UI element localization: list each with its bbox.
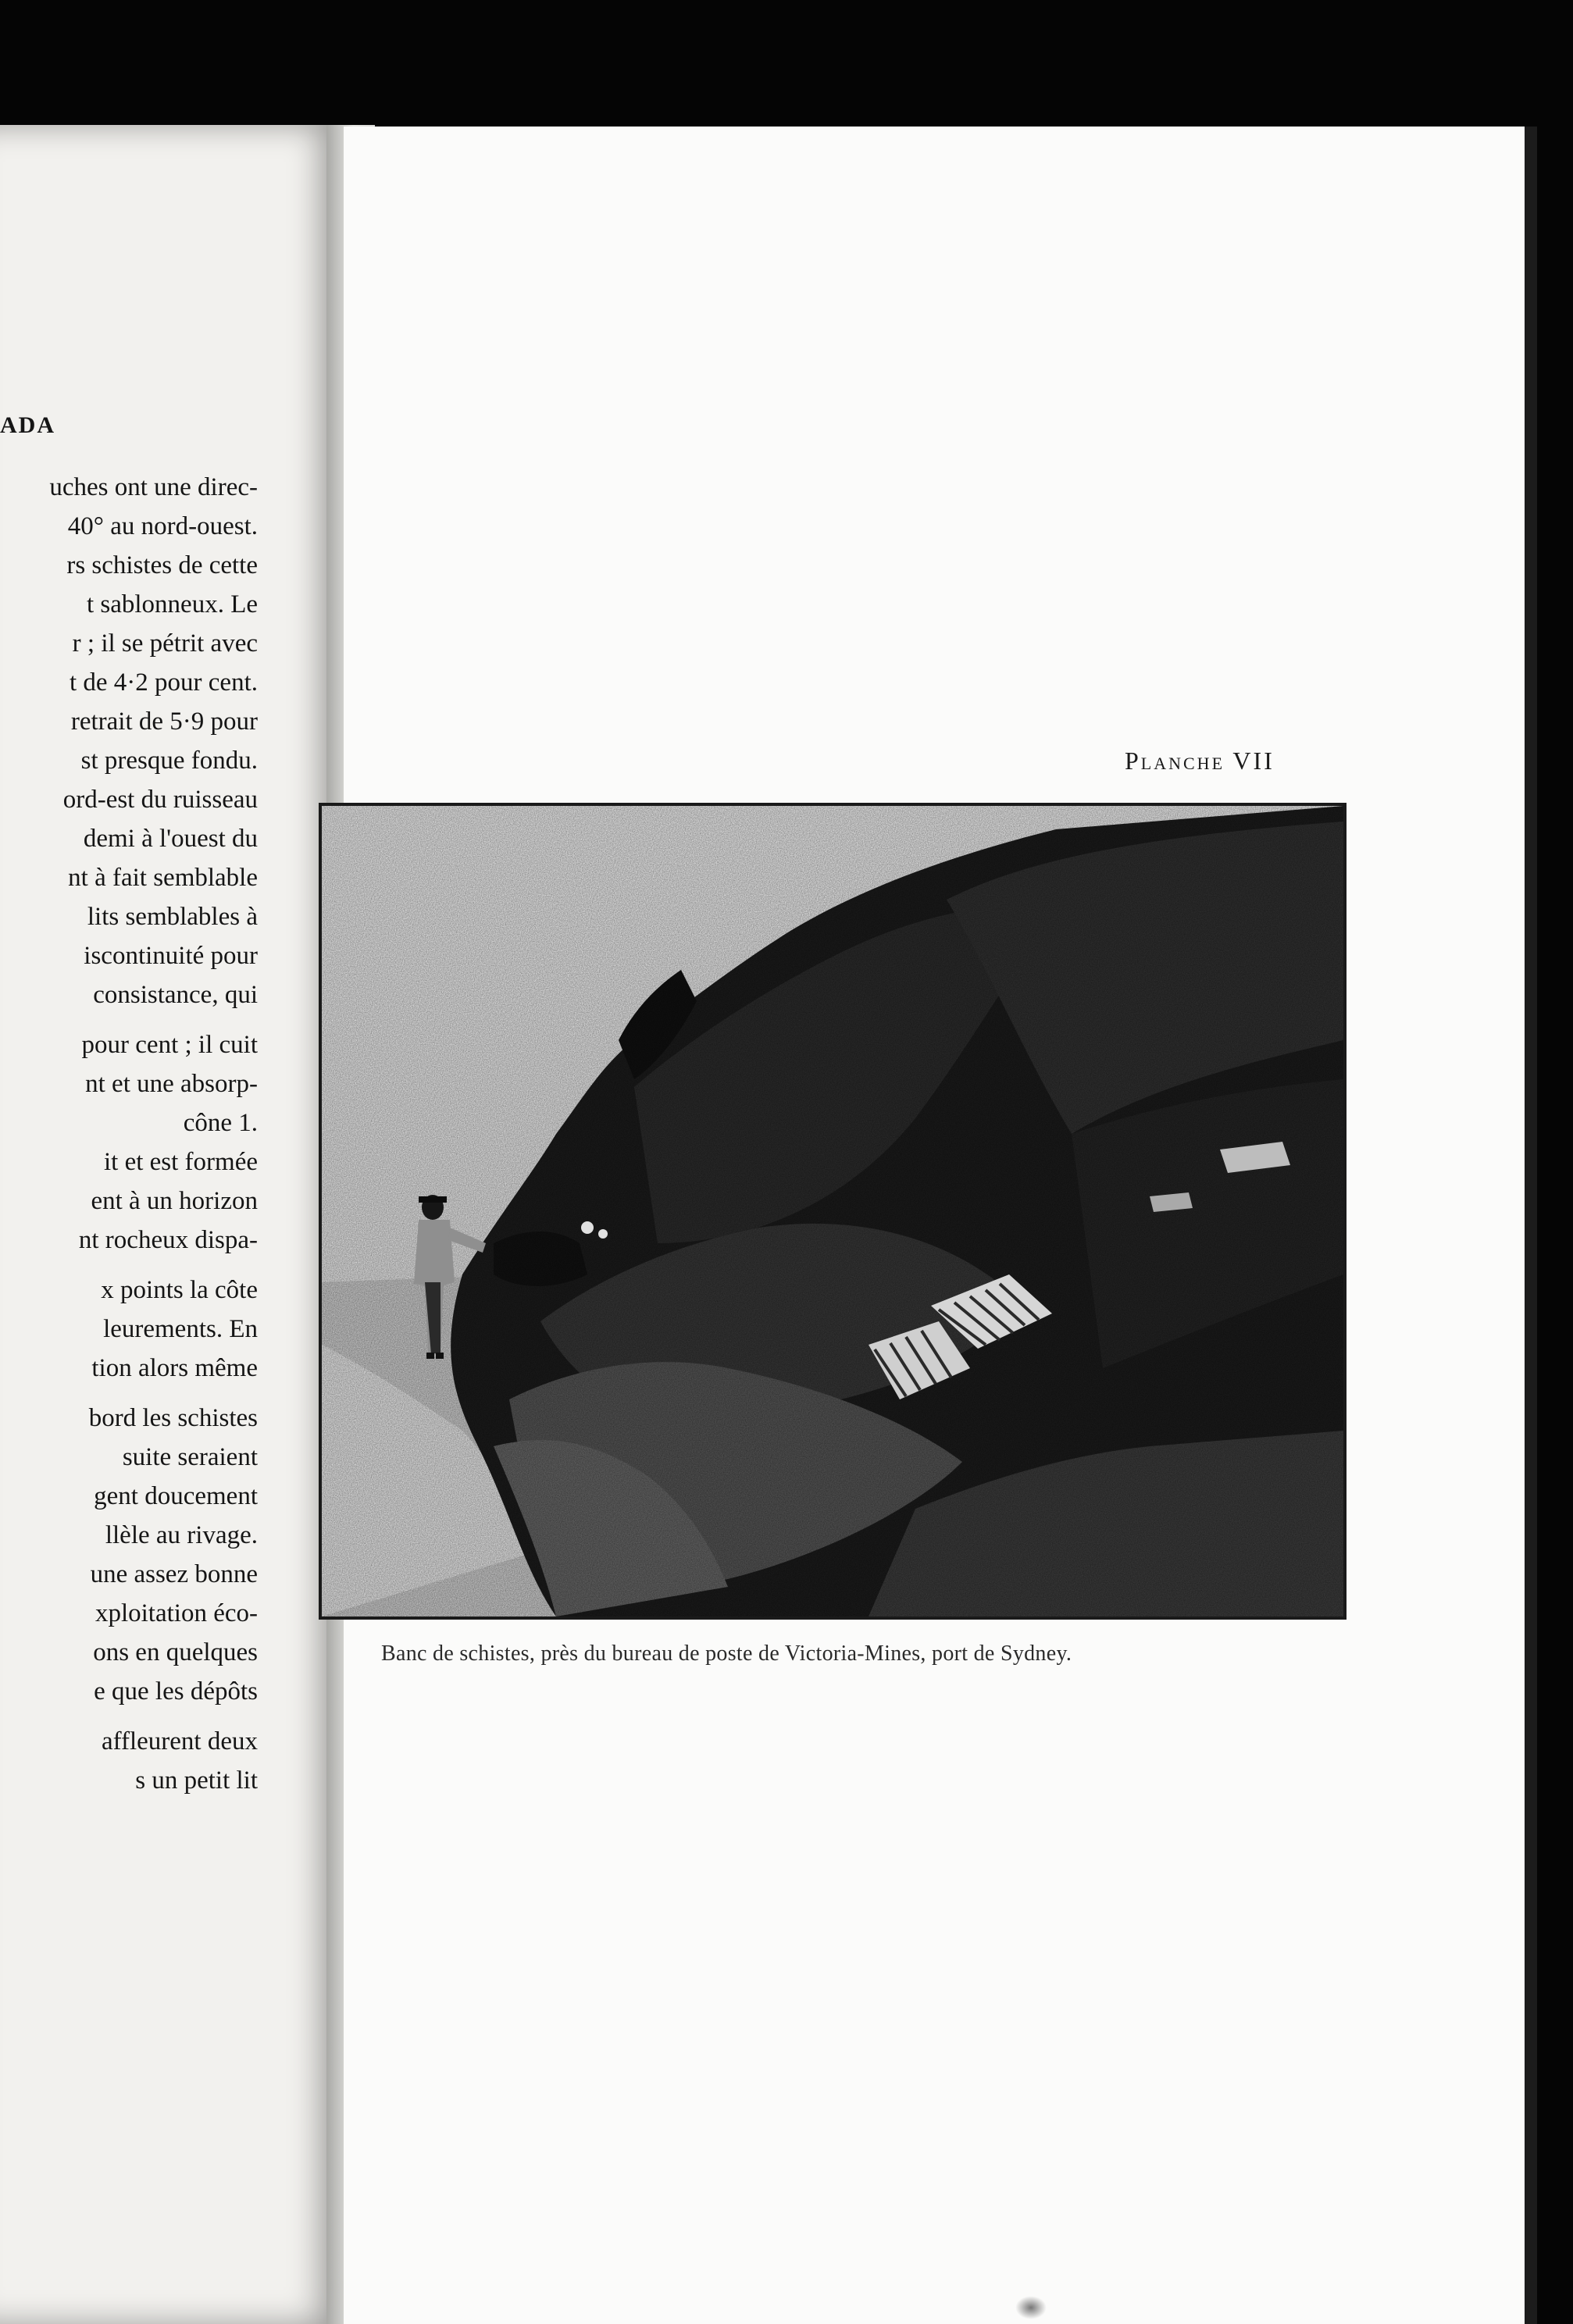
text-line: r ; il se pétrit avec [72, 629, 258, 658]
text-line: t de 4·2 pour cent. [69, 668, 258, 697]
running-head: ADA [0, 412, 55, 438]
text-line: s un petit lit [135, 1766, 258, 1795]
text-line: lits semblables à [87, 903, 258, 931]
text-line: x points la côte [101, 1276, 258, 1304]
text-line: e que les dépôts [94, 1677, 258, 1706]
plate-photograph [319, 803, 1347, 1620]
text-line: ons en quelques [93, 1638, 258, 1666]
text-line: une assez bonne [90, 1560, 258, 1588]
text-line: ent à un horizon [91, 1187, 258, 1215]
scan-smudge [1015, 2296, 1047, 2319]
text-line: demi à l'ouest du [83, 825, 258, 853]
text-line: uches ont une direc- [49, 473, 258, 501]
text-line: retrait de 5·9 pour [70, 708, 258, 736]
text-line: tion alors même [91, 1354, 258, 1382]
text-line: consistance, qui [93, 981, 258, 1009]
text-line: nt rocheux dispa- [78, 1226, 258, 1254]
text-line: st presque fondu. [80, 747, 258, 775]
text-line: ord-est du ruisseau [62, 786, 258, 814]
text-line: nt à fait semblable [68, 864, 258, 892]
right-page-edge [1525, 127, 1537, 2324]
text-line: nt et une absorp- [85, 1070, 258, 1098]
text-line: llèle au rivage. [105, 1521, 258, 1549]
text-line: leurements. En [103, 1315, 258, 1343]
text-line: xploitation éco- [95, 1599, 258, 1627]
text-line: affleurent deux [101, 1727, 258, 1755]
text-line: gent doucement [94, 1482, 258, 1510]
text-line: iscontinuité pour [84, 942, 258, 970]
shale-bank-photo [322, 806, 1343, 1616]
plate-caption: Banc de schistes, près du bureau de poste de Victoria-Mines, port de Sydney. [381, 1641, 1072, 1666]
text-line: rs schistes de cette [66, 551, 258, 579]
text-line: suite seraient [122, 1443, 258, 1471]
text-line: 40° au nord-ouest. [67, 512, 258, 540]
text-line: cône 1. [183, 1109, 258, 1137]
text-line: bord les schistes [88, 1404, 258, 1432]
text-line: t sablonneux. Le [86, 590, 258, 618]
text-line: pour cent ; il cuit [81, 1031, 258, 1059]
plate-label: Planche VII [1125, 747, 1275, 775]
text-line: it et est formée [103, 1148, 258, 1176]
